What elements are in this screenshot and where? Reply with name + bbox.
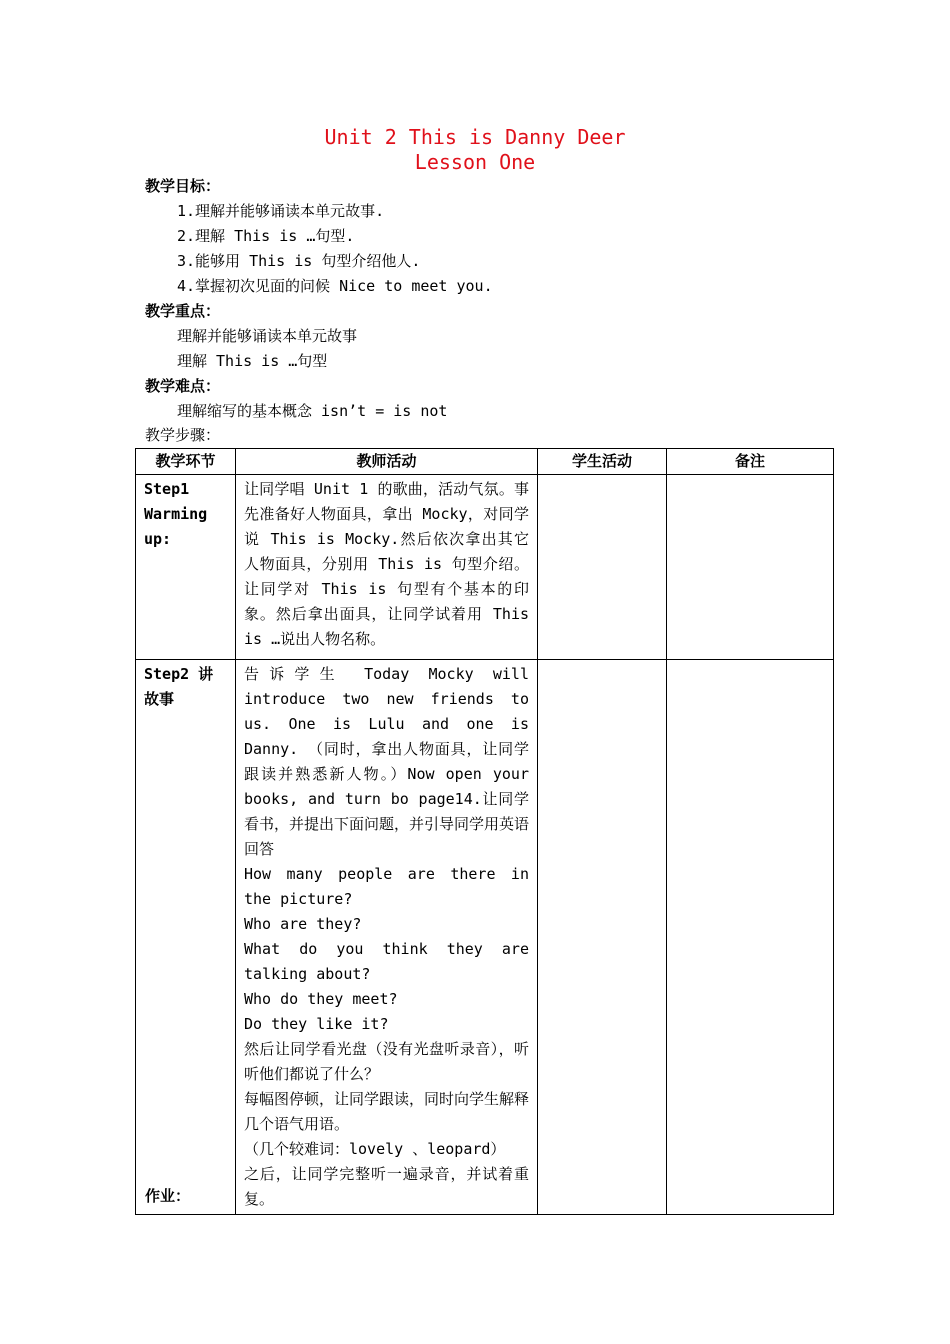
key-point-item: 理解 This is …句型: [177, 352, 328, 370]
teacher-activity-text: 告诉学生 Today Mocky will introduce two new friends to us. One is Lulu and one is Danny. （同时，拿出人物面具，让同学跟读并熟悉新人物。）Now open your books, and turn bo page14.让同学看书，并提出下面问题，并引导同学用英语回答: [244, 665, 530, 858]
objective-item: 4.掌握初次见面的问候 Nice to meet you.: [177, 277, 493, 295]
step-label-line: Warming: [144, 505, 208, 523]
teacher-activity-text: Who do they meet?: [244, 990, 398, 1008]
column-header: 教学环节: [136, 449, 236, 475]
step-label-line: Step2 讲故事: [144, 665, 214, 708]
objective-item: 1.理解并能够诵读本单元故事.: [177, 202, 385, 220]
document-title: Unit 2 This is Danny Deer: [324, 125, 626, 149]
step-label-line: Step1: [144, 480, 190, 498]
table-header-row: [136, 449, 834, 475]
table-row: [136, 660, 834, 1215]
teacher-activity-text: 之后，让同学完整听一遍录音，并试着重复。: [244, 1165, 529, 1208]
step-cell: [136, 660, 236, 1215]
difficulty-item: 理解缩写的基本概念 isn’t = is not: [177, 402, 448, 420]
teacher-activity-text: 让同学唱 Unit 1 的歌曲，活动气氛。事先准备好人物面具，拿出 Mocky，对同学说 This is Mocky.然后依次拿出其它人物面具，分别用 This is 句型介绍。让同学对 This is 句型有个基本的印象。然后拿出面具，让同学试着用 This is …说出人物名称。: [244, 480, 529, 648]
document-subtitle: Lesson One: [414, 150, 536, 174]
column-header: 备注: [667, 449, 834, 475]
teacher-activity-cell: [236, 475, 538, 660]
student-activity-cell: [538, 475, 667, 660]
key-points-heading: 教学重点：: [145, 302, 221, 320]
teacher-activity-text: What do you think they are talking about?: [244, 940, 529, 983]
column-header: 学生活动: [538, 449, 667, 475]
objective-item: 3.能够用 This is 句型介绍他人.: [177, 252, 421, 270]
teacher-activity-text: Who are they?: [244, 915, 362, 933]
step-label-line: up:: [144, 530, 172, 548]
homework-label: 作业：: [145, 1187, 191, 1205]
objective-item: 2.理解 This is …句型.: [177, 227, 355, 245]
difficulties-heading: 教学难点：: [145, 377, 221, 395]
teacher-activity-text: 然后让同学看光盘（没有光盘听录音），听听他们都说了什么？: [244, 1040, 529, 1083]
teacher-activity-text: Do they like it?: [244, 1015, 389, 1033]
notes-cell: [667, 660, 834, 1215]
notes-cell: [667, 475, 834, 660]
key-point-item: 理解并能够诵读本单元故事: [177, 327, 358, 345]
step-cell: [136, 475, 236, 660]
teacher-activity-text: 每幅图停顿，让同学跟读，同时向学生解释几个语气用语。: [244, 1090, 530, 1133]
column-header: 教师活动: [236, 449, 538, 475]
teacher-activity-cell: [236, 660, 538, 1215]
teacher-activity-text: How many people are there in the picture?: [244, 865, 529, 908]
student-activity-cell: [538, 660, 667, 1215]
steps-label: 教学步骤：: [145, 426, 221, 444]
objectives-heading: 教学目标：: [145, 177, 221, 195]
lesson-steps-table: [135, 448, 834, 1215]
teacher-activity-text: （几个较难词：lovely 、leopard）: [244, 1140, 506, 1158]
table-row: [136, 475, 834, 660]
